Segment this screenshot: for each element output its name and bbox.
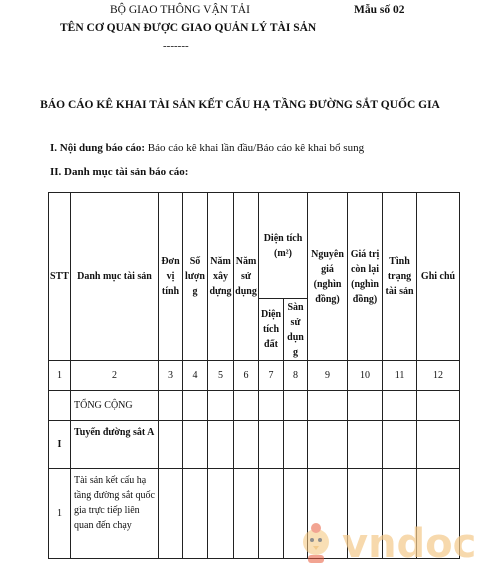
col-number: 4 — [183, 361, 208, 391]
row-asset-name: Tài sản kết cấu hạ tầng đường sắt quốc gia trực tiếp liên quan đến chạy — [71, 469, 159, 559]
asset-table — [48, 192, 460, 559]
th-year-use: Năm sử dụng — [234, 193, 259, 361]
th-note: Ghi chú — [417, 193, 460, 361]
watermark-logo — [294, 512, 479, 569]
group-name: Tuyến đường sắt A — [71, 421, 159, 469]
th-floor-area: Sàn sử dụng — [284, 299, 308, 361]
section-2-label: II. Danh mục tài sản báo cáo: — [50, 166, 189, 178]
col-number: 5 — [208, 361, 234, 391]
th-quantity: Số lượng — [183, 193, 208, 361]
row-stt: 1 — [49, 469, 71, 559]
col-number: 8 — [284, 361, 308, 391]
col-number: 11 — [383, 361, 417, 391]
col-number: 2 — [71, 361, 159, 391]
col-number: 6 — [234, 361, 259, 391]
form-number: Mẫu số 02 — [354, 4, 405, 16]
th-year-built: Năm xây dựng — [208, 193, 234, 361]
col-number: 7 — [259, 361, 284, 391]
col-number: 1 — [49, 361, 71, 391]
th-area: Diện tích (m²) — [259, 193, 308, 299]
agency-name: TÊN CƠ QUAN ĐƯỢC GIAO QUẢN LÝ TÀI SẢN — [60, 22, 317, 34]
total-row — [49, 391, 460, 421]
th-land-area: Diện tích đất — [259, 299, 284, 361]
group-roman: I — [49, 421, 71, 469]
section-1-label: I. Nội dung báo cáo: — [50, 142, 146, 154]
th-remaining-value: Giá trị còn lại (nghìn đồng) — [348, 193, 383, 361]
col-number: 10 — [348, 361, 383, 391]
th-asset-list: Danh mục tài sản — [71, 193, 159, 361]
column-number-row — [49, 361, 460, 391]
th-unit: Đơn vị tính — [159, 193, 183, 361]
report-title: BÁO CÁO KÊ KHAI TÀI SẢN KẾT CẤU HẠ TẦNG ĐƯỜNG SẮT QUỐC GIA — [40, 99, 440, 111]
th-stt: STT — [49, 193, 71, 361]
total-label: TỔNG CỘNG — [71, 391, 159, 421]
header-separator: ------- — [163, 40, 189, 52]
th-status: Tình trạng tài sản — [383, 193, 417, 361]
watermark-text: vndoc — [342, 521, 477, 567]
group-row — [49, 421, 460, 469]
col-number: 12 — [417, 361, 460, 391]
th-original-value: Nguyên giá (nghìn đồng) — [308, 193, 348, 361]
section-1 — [50, 142, 364, 154]
ministry-name: BỘ GIAO THÔNG VẬN TẢI — [110, 4, 250, 16]
section-1-text: Báo cáo kê khai lần đầu/Báo cáo kê khai bổ sung — [145, 142, 365, 154]
col-number: 9 — [308, 361, 348, 391]
col-number: 3 — [159, 361, 183, 391]
